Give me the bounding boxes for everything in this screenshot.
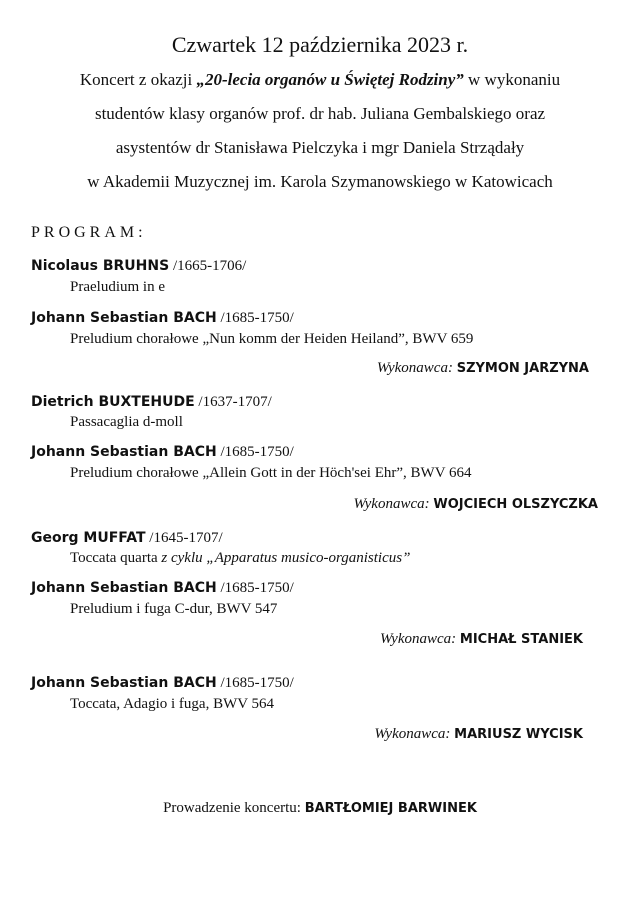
- composer-name: Johann Sebastian BACH: [31, 444, 217, 460]
- program-item-work: [70, 550, 410, 567]
- composer-years: /1645-1707/: [145, 530, 223, 546]
- program-item-composer: [31, 444, 294, 461]
- program-heading: PROGRAM:: [31, 224, 147, 241]
- concert-date: Czwartek 12 października 2023 r.: [171, 32, 469, 57]
- composer-years: /1685-1750/: [216, 310, 294, 326]
- program-item-composer: [31, 580, 294, 597]
- concert-host-line: [0, 800, 640, 817]
- performer-name: SZYMON JARZYNA: [456, 361, 589, 376]
- header-line-1: [0, 70, 640, 90]
- program-item-composer: [31, 394, 272, 411]
- performer-name: WOJCIECH OLSZYCZKA: [433, 497, 598, 512]
- program-item-work: Preludium chorałowe „Allein Gott in der Höch'sei Ehr”, BWV 664: [70, 465, 472, 481]
- composer-years: /1685-1750/: [216, 580, 294, 596]
- performer-role: Wykonawca: [374, 726, 446, 742]
- composer-name: Johann Sebastian BACH: [31, 310, 217, 326]
- program-item-work: Passacaglia d-moll: [70, 414, 183, 430]
- composer-years: /1665-1706/: [169, 258, 247, 274]
- performer-role: Wykonawca: [380, 631, 452, 647]
- performer-role: Wykonawca: [376, 360, 448, 376]
- composer-name: Johann Sebastian BACH: [31, 675, 217, 691]
- performer-line: Wykonawca: MICHAŁ STANIEK: [380, 631, 583, 647]
- composer-years: /1685-1750/: [216, 675, 294, 691]
- performer-name: MARIUSZ WYCISK: [454, 727, 583, 742]
- program-item-composer: [31, 310, 294, 327]
- composer-years: /1637-1707/: [194, 394, 272, 410]
- performer-role: Wykonawca: [353, 496, 425, 512]
- program-item-work: Praeludium in e: [70, 279, 165, 295]
- header-line-1-suffix: w wykonaniu: [463, 70, 561, 89]
- work-title: Toccata quarta: [70, 550, 162, 566]
- program-item-composer: [31, 530, 223, 547]
- host-name: BARTŁOMIEJ BARWINEK: [304, 801, 477, 816]
- header-line-2: studentów klasy organów prof. dr hab. Juliana Gembalskiego oraz: [94, 104, 546, 123]
- composer-name: Johann Sebastian BACH: [31, 580, 217, 596]
- header-line-1-prefix: Koncert z okazji: [79, 70, 197, 89]
- concert-title: „20-lecia organów u Świętej Rodziny”: [196, 70, 464, 89]
- composer-name: Nicolaus BRUHNS: [31, 258, 170, 274]
- header-line-4: w Akademii Muzycznej im. Karola Szymanowskiego w Katowicach: [87, 172, 553, 191]
- performer-line: Wykonawca: SZYMON JARZYNA: [376, 360, 589, 376]
- performer-name: MICHAŁ STANIEK: [459, 632, 583, 647]
- work-cycle: z cyklu „Apparatus musico-organisticus”: [161, 550, 411, 566]
- performer-line: Wykonawca: WOJCIECH OLSZYCZKA: [353, 496, 598, 512]
- composer-name: Georg MUFFAT: [31, 530, 146, 546]
- performer-line: Wykonawca: MARIUSZ WYCISK: [374, 726, 583, 742]
- program-item-composer: [31, 675, 294, 692]
- host-label: Prowadzenie koncertu:: [163, 800, 305, 816]
- program-item-composer: [31, 258, 246, 275]
- composer-name: Dietrich BUXTEHUDE: [31, 394, 195, 410]
- program-item-work: Preludium i fuga C-dur, BWV 547: [70, 601, 278, 617]
- program-item-work: Preludium chorałowe „Nun komm der Heiden Heiland”, BWV 659: [70, 331, 474, 347]
- program-item-work: Toccata, Adagio i fuga, BWV 564: [70, 696, 275, 712]
- composer-years: /1685-1750/: [216, 444, 294, 460]
- header-line-3: asystentów dr Stanisława Pielczyka i mgr Daniela Strządały: [115, 138, 525, 157]
